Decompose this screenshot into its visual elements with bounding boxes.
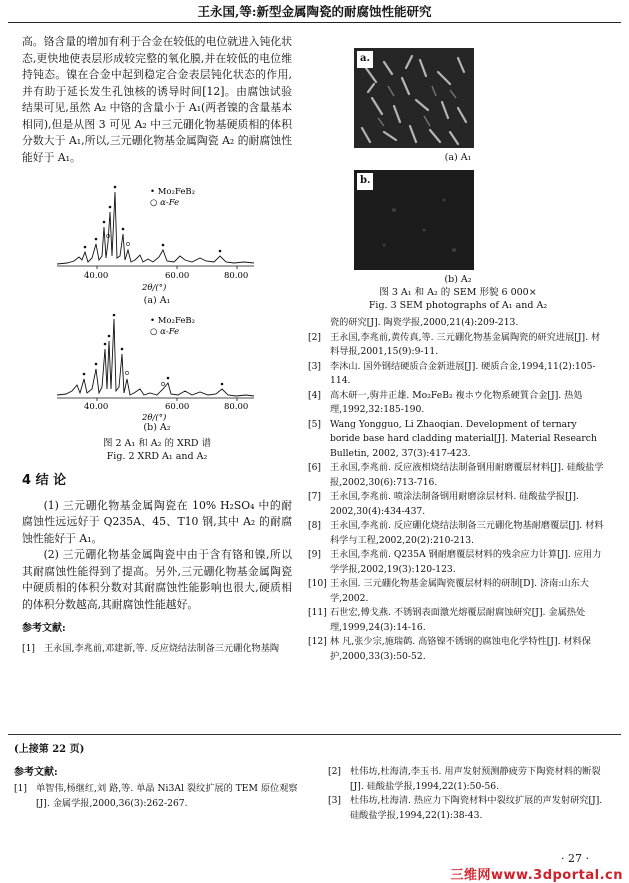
- references-heading: 参考文献:: [22, 623, 66, 634]
- legend-entry: ○ α-Fe: [150, 198, 180, 208]
- legend-entry: • Mo₂FeB₂: [150, 316, 196, 326]
- reference-text: 单智伟,杨继红,刘 路,等. 单晶 Ni3Al 裂纹扩展的 TEM 原位观察[J]. 金属学报,2000,36(3):262-267.: [36, 783, 298, 809]
- panel-label: b.: [357, 173, 373, 190]
- reference-item: [328, 765, 614, 794]
- reference-number: [9]: [308, 549, 322, 560]
- subfigure-caption: (b) A₂: [143, 422, 171, 433]
- reference-text: 林 凡,张少宗,施瑞鹤. 高铬镍不锈钢的腐蚀电化学特性[J]. 材料保护,2000,33(3):50-52.: [330, 636, 591, 662]
- tick-label: 40.00: [84, 402, 109, 412]
- figure-caption-cn: 图 2 A₁ 和 A₂ 的 XRD 谱: [102, 438, 212, 449]
- watermark: 三维网www.3dportal.cn: [450, 868, 623, 883]
- reference-number: [1]: [14, 783, 28, 794]
- panel-label: a.: [357, 51, 373, 68]
- x-axis-label: 2θ/(°): [142, 413, 167, 421]
- tick-label: 80.00: [224, 402, 249, 412]
- page-number: · 27 ·: [561, 852, 589, 865]
- reference-text: 王永国,李兆前. Q235A 钢耐磨覆层材料的残余应力计算[J]. 应用力学学报,2002,19(3):120-123.: [330, 549, 602, 575]
- tick-label: 60.00: [165, 402, 190, 412]
- reference-item: [308, 389, 608, 418]
- reference-item: [308, 548, 608, 577]
- reference-item: [308, 490, 608, 519]
- reference-text: 杜伟坊,杜海清. 热应力下陶瓷材料中裂纹扩展的声发射研究[J]. 硅酸盐学报,1994,22(1):38-43.: [350, 795, 603, 821]
- reference-text: 王永国,李兆前. 反应液相烧结法制备钢用耐磨覆层材料[J]. 硅酸盐学报,2002,30(6):713-716.: [330, 462, 604, 488]
- figure-caption-en: Fig. 3 SEM photographs of A₁ and A₂: [368, 300, 548, 311]
- reference-list: [308, 331, 608, 665]
- reference-item: [308, 606, 608, 635]
- reference-number: [2]: [308, 331, 322, 343]
- references-heading: 参考文献:: [14, 767, 58, 778]
- reference-number: [12]: [308, 636, 327, 647]
- subfigure-caption: (b) A₂: [444, 274, 472, 285]
- reference-text: 李沐山. 国外钢结硬质合金新进展[J]. 硬质合金,1994,11(2):105-114.: [330, 360, 596, 386]
- reference-text: 王永国,李兆前,黄传真,等. 三元硼化物基金属陶瓷的研究进展[J]. 材料导报,2001,15(9):9-11.: [330, 331, 601, 357]
- running-header: 王永国,等:新型金属陶瓷的耐腐蚀性能研究: [8, 2, 621, 23]
- reference-item: [308, 418, 608, 462]
- reference-item: [308, 519, 608, 548]
- subfigure-caption: (a) A₁: [143, 295, 171, 306]
- reference-item: [308, 461, 608, 490]
- reference-item: [328, 794, 614, 823]
- legend-entry: • Mo₂FeB₂: [150, 187, 196, 197]
- xrd-figure-a2: [22, 309, 292, 421]
- section-divider: [8, 734, 621, 735]
- reference-number: [5]: [308, 418, 322, 430]
- reference-text: 王永国,李兆前. 喷涂法制备钢用耐磨涂层材料. 硅酸盐学报[J]. 2002,30(4):434-437.: [330, 491, 579, 517]
- reference-number: [2]: [328, 766, 342, 777]
- reference-text: 杜伟坊,杜海清,李玉书. 用声发射预测静疲劳下陶瓷材料的断裂[J]. 硅酸盐学报,1994,22(1):50-56.: [350, 766, 601, 792]
- x-axis-label: 2θ/(°): [142, 283, 167, 293]
- sem-image-a1: [354, 48, 474, 148]
- subfigure-caption: (a) A₁: [444, 152, 472, 163]
- reference-number: [3]: [328, 795, 342, 806]
- continuation-note: (上接第 22 页): [14, 744, 85, 755]
- tick-label: 40.00: [84, 271, 109, 281]
- reference-number: [11]: [308, 607, 327, 618]
- reference-text: 王永国,李兆前. 反应硼化烧结法制备三元硼化物基耐磨覆层[J]. 材料科学与工程,2002,20(2):210-213.: [330, 520, 604, 546]
- xrd-plot-a2: [22, 309, 292, 421]
- sem-image-a2: [354, 170, 474, 270]
- reference-text: 高木研一,驹井正雄. Mo₂FeB₂ 複ホウ化物系硬質合金[J]. 热処理,1992,32:185-190.: [330, 389, 583, 415]
- reference-item: [308, 360, 608, 389]
- legend-entry: ○ α-Fe: [150, 327, 180, 337]
- xrd-figure-a1: [22, 172, 292, 294]
- reference-number: [8]: [308, 520, 322, 531]
- reference-text: 王永国. 三元硼化物基金属陶瓷覆层材料的研制[D]. 济南:山东大学,2002.: [330, 578, 589, 604]
- section-heading: 4 结 论: [22, 473, 67, 488]
- xrd-plot-a1: [22, 172, 292, 294]
- reference-item: [308, 331, 608, 360]
- reference-item: [308, 577, 608, 606]
- reference-number: [7]: [308, 491, 322, 502]
- body-paragraph: 高。铬含量的增加有利于合金在较低的电位就进入钝化状态,更快地使表层形成较完整的氧化膜,并在较低的电位维持钝态。镍在合金中起到稳定合金表层钝化状态的作用,并有助于延长发生孔蚀核的诱导时间[12]。由腐蚀试验结果可见,虽然 A₂ 中铬的含量小于 A₁(两者镍的含量基本相同),但是从图 3 可见 A₂ 中三元硼化物基硬质相的体积分数大于 A₁,所以,三元硼化物基金属陶瓷 A₂ 的耐腐蚀性能好于 A₁。: [22, 35, 292, 164]
- reference-item: [14, 782, 304, 811]
- reference-item: [308, 635, 608, 664]
- conclusion-item: (2) 三元硼化物基金属陶瓷中由于含有铬和镍,所以其耐腐蚀性能得到了提高。另外,三元硼化物基金属陶瓷中硬质相的体积分数对其耐腐蚀性能影响也很大,硬质相的体积分数越高,其耐腐蚀性能越好。: [22, 548, 292, 611]
- reference-number: [3]: [308, 360, 322, 372]
- reference-number: [4]: [308, 389, 322, 401]
- reference-list: [328, 765, 614, 823]
- reference-item: [1] 王永国,李兆前,邓建新,等. 反应烧结法制备三元硼化物基陶: [22, 642, 280, 654]
- reference-text: Wang Yongguo, Li Zhaoqian. Development of ternary boride base hard cladding material[J]. Material Research Bulletin, 2002, 37(3):417-423.: [330, 418, 597, 459]
- reference-number: [10]: [308, 578, 327, 589]
- figure-caption-cn: 图 3 A₁ 和 A₂ 的 SEM 形貌 6 000×: [379, 287, 537, 298]
- left-column: [22, 34, 292, 656]
- reference-list: [14, 782, 304, 811]
- reference-number: [6]: [308, 462, 322, 473]
- tick-label: 80.00: [224, 271, 249, 281]
- figure-caption-en: Fig. 2 XRD A₁ and A₂: [106, 451, 208, 462]
- right-column: [308, 48, 608, 664]
- conclusion-item: (1) 三元硼化物基金属陶瓷在 10% H₂SO₄ 中的耐腐蚀性远远好于 Q235A、45、T10 钢,其中 A₂ 的耐腐蚀性能好于 A₁。: [22, 498, 292, 545]
- reference-text: 石世宏,傅戈燕. 不锈钢表面激光熔覆层耐腐蚀研究[J]. 金属热处理,1999,24(3):14-16.: [330, 607, 586, 633]
- continued-references: [14, 740, 614, 823]
- tick-label: 60.00: [165, 271, 190, 281]
- reference-continuation: 瓷的研究[J]. 陶瓷学报,2000,21(4):209-213.: [330, 317, 519, 328]
